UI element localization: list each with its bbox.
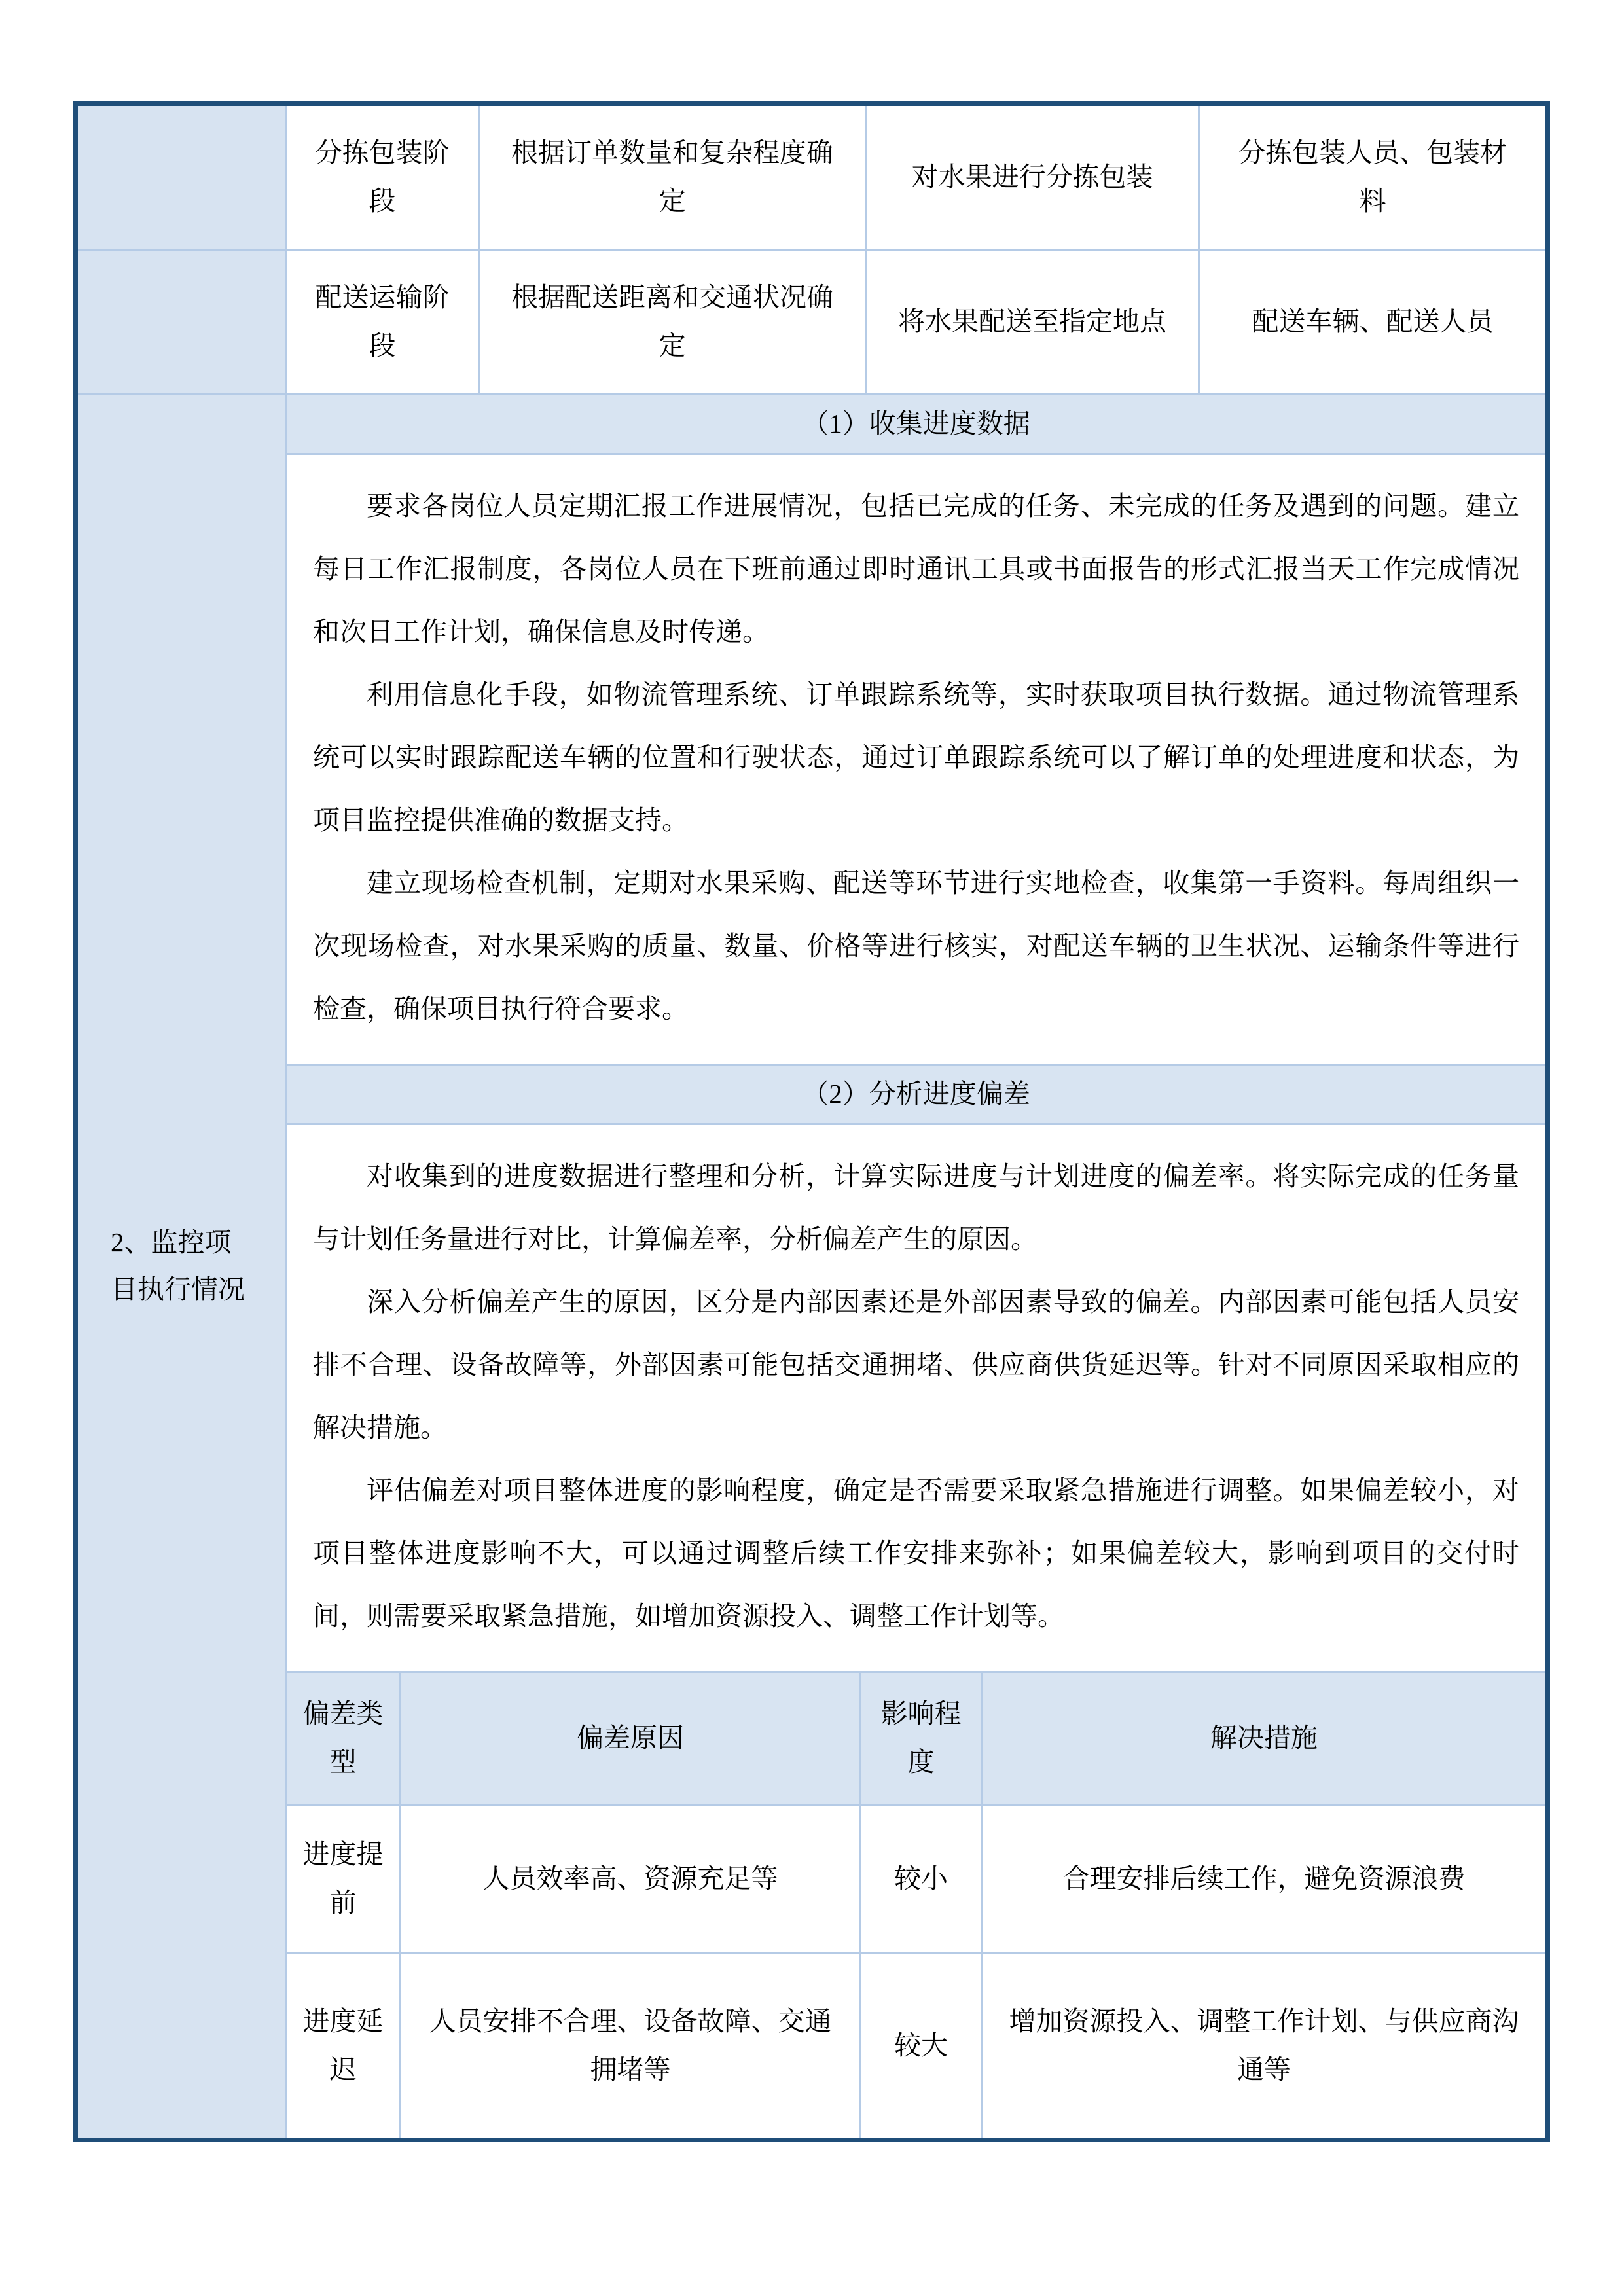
deviation-cause-header-cell: 偏差原因 [401, 1673, 859, 1804]
merged-phase-spacer-cell [78, 106, 285, 249]
impact-level-header-cell: 影响程度 [861, 1673, 981, 1804]
section-label: 2、监控项目执行情况 [78, 395, 285, 2138]
paragraph: 评估偏差对项目整体进度的影响程度，确定是否需要采取紧急措施进行调整。如果偏差较小，对项目整体进度影响不大，可以通过调整后续工作安排来弥补；如果偏差较大，影响到项目的交付时间，则需要采取紧急措施，如增加资源投入、调整工作计划等。 [313, 1475, 1519, 1631]
deviation-cause-cell: 人员安排不合理、设备故障、交通拥堵等 [401, 1954, 859, 2138]
subsection-title-analyze-deviation: （2）分析进度偏差 [287, 1066, 1545, 1123]
solution-cell: 增加资源投入、调整工作计划、与供应商沟通等 [983, 1954, 1545, 2138]
deviation-type-cell: 进度提前 [287, 1806, 399, 1952]
deviation-table-header-row [287, 1673, 1545, 1804]
paragraph: 建立现场检查机制，定期对水果采购、配送等环节进行实地检查，收集第一手资料。每周组织一次现场检查，对水果采购的质量、数量、价格等进行核实，对配送车辆的卫生状况、运输条件等进行检查，确保项目执行符合要求。 [313, 868, 1519, 1024]
time-basis-cell: 根据订单数量和复杂程度确定 [480, 106, 865, 249]
work-content-cell: 对水果进行分拣包装 [867, 106, 1198, 249]
paragraph: 深入分析偏差产生的原因，区分是内部因素还是外部因素导致的偏差。内部因素可能包括人员安排不合理、设备故障等，外部因素可能包括交通拥堵、供应商供货延迟等。针对不同原因采取相应的解决措施。 [313, 1287, 1519, 1443]
impact-level-cell: 较小 [861, 1806, 981, 1952]
deviation-cause-cell: 人员效率高、资源充足等 [401, 1806, 859, 1952]
table-row-delivery-stage [78, 251, 1545, 393]
table-row-monitoring-section [78, 395, 1545, 2138]
stage-name-cell: 分拣包装阶段 [287, 106, 478, 249]
time-basis-cell: 根据配送距离和交通状况确定 [480, 251, 865, 393]
solution-cell: 合理安排后续工作，避免资源浪费 [983, 1806, 1545, 1952]
subsection-title-collect-data: （1）收集进度数据 [287, 395, 1545, 453]
project-plan-table [73, 101, 1550, 2142]
work-content-cell: 将水果配送至指定地点 [867, 251, 1198, 393]
subsection-body-collect-data [287, 455, 1545, 1064]
solution-header-cell: 解决措施 [983, 1673, 1545, 1804]
deviation-table-row-delayed [287, 1954, 1545, 2138]
subsection-body-analyze-deviation [287, 1125, 1545, 1671]
deviation-type-header-cell: 偏差类型 [287, 1673, 399, 1804]
paragraph: 要求各岗位人员定期汇报工作进展情况，包括已完成的任务、未完成的任务及遇到的问题。建立每日工作汇报制度，各岗位人员在下班前通过即时通讯工具或书面报告的形式汇报当天工作完成情况和次日工作计划，确保信息及时传递。 [313, 491, 1519, 647]
impact-level-cell: 较大 [861, 1954, 981, 2138]
paragraph: 对收集到的进度数据进行整理和分析，计算实际进度与计划进度的偏差率。将实际完成的任务量与计划任务量进行对比，计算偏差率，分析偏差产生的原因。 [313, 1161, 1519, 1254]
monitoring-content [287, 395, 1545, 2138]
resource-cell: 配送车辆、配送人员 [1200, 251, 1545, 393]
deviation-table-row-ahead [287, 1806, 1545, 1952]
resource-cell: 分拣包装人员、包装材料 [1200, 106, 1545, 249]
deviation-type-cell: 进度延迟 [287, 1954, 399, 2138]
paragraph: 利用信息化手段，如物流管理系统、订单跟踪系统等，实时获取项目执行数据。通过物流管理系统可以实时跟踪配送车辆的位置和行驶状态，通过订单跟踪系统可以了解订单的处理进度和状态，为项目监控提供准确的数据支持。 [313, 679, 1519, 835]
table-row-sorting-stage [78, 106, 1545, 249]
merged-phase-spacer-cell [78, 251, 285, 393]
stage-name-cell: 配送运输阶段 [287, 251, 478, 393]
